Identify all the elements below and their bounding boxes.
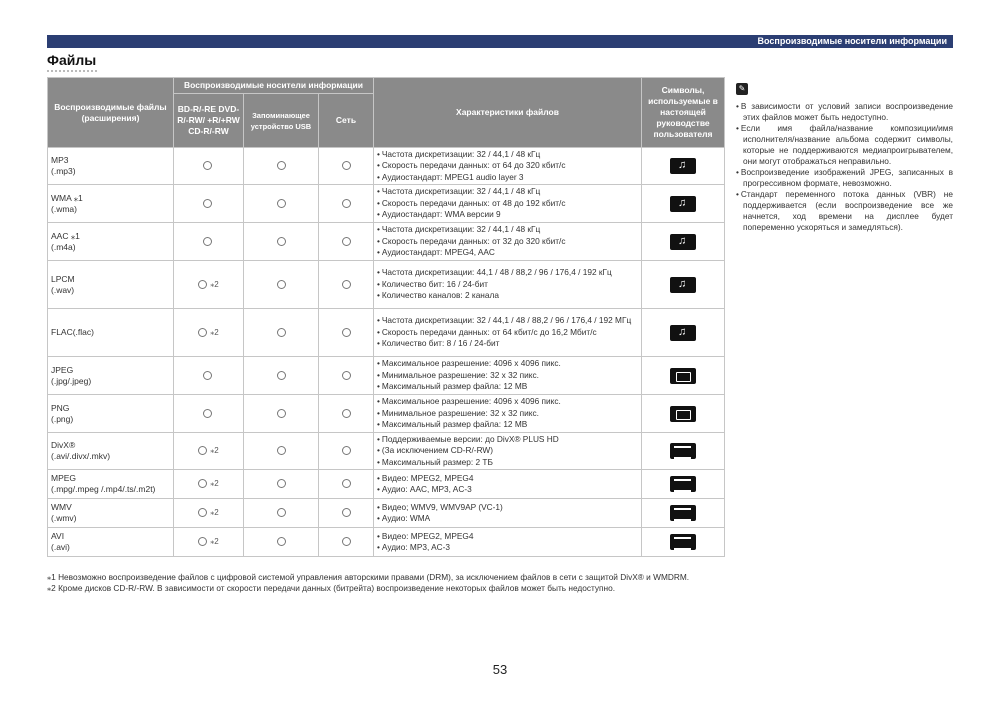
file-type-cell: [48, 357, 174, 395]
characteristics-cell: [374, 499, 642, 528]
file-type-name: WMV: [51, 502, 72, 512]
network-support-cell: [319, 357, 374, 395]
disc-support-cell: [174, 357, 244, 395]
audio-icon: [670, 234, 696, 250]
supported-circle-icon: [277, 537, 286, 546]
characteristics-cell: [374, 148, 642, 185]
usb-support-cell: [244, 528, 319, 557]
disc-support-cell: [174, 148, 244, 185]
network-support-cell: [319, 261, 374, 309]
table-row: [48, 185, 725, 223]
file-extension: (.m4a): [51, 241, 76, 252]
table-body: [48, 148, 725, 557]
disc-support-cell: [174, 433, 244, 470]
header-file-characteristics: Характеристики файлов: [374, 78, 642, 148]
header-file-types: Воспроизводимые файлы (расширения): [48, 78, 174, 148]
network-support-cell: [319, 223, 374, 261]
supported-circle-icon: [277, 199, 286, 208]
symbol-cell: [642, 185, 725, 223]
table-row: [48, 499, 725, 528]
video-icon: [670, 443, 696, 459]
page-title: Файлы: [47, 52, 97, 68]
footnote-2: ⁎2 Кроме дисков CD-R/-RW. В зависимости от скорости передачи данных (битрейта) воспроизведение некоторых файлов может быть недоступно.: [47, 583, 616, 593]
characteristic-line: • Видео: MPEG2, MPEG4: [377, 531, 638, 543]
footnote-1: ⁎1 Невозможно воспроизведение файлов с цифровой системой управления авторскими правами (DRM), за исключением файлов в сети с защитой DivX® и WMDRM.: [47, 572, 690, 582]
characteristic-line: • Минимальное разрешение: 32 x 32 пикс.: [377, 408, 638, 420]
usb-support-cell: [244, 433, 319, 470]
file-extension: (.wma): [51, 203, 77, 214]
disc-support-cell: [174, 309, 244, 357]
characteristic-line: • Максимальный размер файла: 12 MB: [377, 381, 638, 393]
side-note: • В зависимости от условий записи воспроизведение этих файлов может быть недоступно.: [736, 101, 953, 123]
characteristics-cell: [374, 185, 642, 223]
file-type-cell: [48, 470, 174, 499]
file-type-cell: [48, 261, 174, 309]
supported-circle-icon: [342, 161, 351, 170]
supported-circle-icon: [277, 409, 286, 418]
playable-files-table: [47, 77, 725, 557]
table-row: [48, 433, 725, 470]
characteristic-line: • Видео; WMV9, WMV9AP (VC-1): [377, 502, 638, 514]
disc-footnote-mark: ⁎2: [210, 327, 219, 337]
network-support-cell: [319, 185, 374, 223]
symbol-cell: [642, 395, 725, 433]
file-type-name: MPEG: [51, 473, 77, 483]
disc-footnote-mark: ⁎2: [210, 479, 219, 489]
network-support-cell: [319, 395, 374, 433]
file-type-name: LPCM: [51, 273, 75, 284]
characteristics-cell: [374, 261, 642, 309]
video-icon: [670, 534, 696, 550]
file-type-mark: ⁎1: [73, 192, 83, 203]
header-disc: BD-R/-RE DVD-R/-RW/ +R/+RW CD-R/-RW: [174, 94, 244, 148]
characteristic-line: • Аудиостандарт: MPEG4, AAC: [377, 247, 638, 259]
section-title: Воспроизводимые носители информации: [757, 36, 947, 46]
characteristic-line: • Количество бит: 16 / 24-бит: [377, 279, 638, 291]
supported-circle-icon: [342, 446, 351, 455]
audio-icon: [670, 325, 696, 341]
characteristic-line: • Скорость передачи данных: от 64 до 320 кбит/с: [377, 160, 638, 172]
photo-icon: [670, 368, 696, 384]
disc-footnote-mark: ⁎2: [210, 508, 219, 518]
video-icon: [670, 476, 696, 492]
symbol-cell: [642, 148, 725, 185]
file-type-name: JPEG: [51, 364, 74, 375]
characteristic-line: • Аудио: AAC, MP3, AC-3: [377, 484, 638, 496]
table-row: [48, 223, 725, 261]
symbol-cell: [642, 470, 725, 499]
supported-circle-icon: [342, 328, 351, 337]
header-network: Сеть: [319, 94, 374, 148]
disc-footnote-mark: ⁎2: [210, 279, 219, 289]
supported-circle-icon: [342, 199, 351, 208]
photo-icon: [670, 406, 696, 422]
characteristic-line: • Максимальное разрешение: 4096 x 4096 пикс.: [377, 396, 638, 408]
supported-circle-icon: [277, 508, 286, 517]
supported-circle-icon: [277, 237, 286, 246]
section-header-bar: [47, 35, 953, 48]
usb-support-cell: [244, 223, 319, 261]
characteristic-line: • Аудиостандарт: MPEG1 audio layer 3: [377, 172, 638, 184]
file-type-cell: [48, 309, 174, 357]
side-note: • Стандарт переменного потока данных (VBR) не поддерживается (если воспроизведение все же начнется, ход времени на дисплее будет попеременно ускоряться и замедляться).: [736, 189, 953, 233]
symbol-cell: [642, 261, 725, 309]
disc-footnote-mark: ⁎2: [210, 537, 219, 547]
disc-support-cell: [174, 528, 244, 557]
characteristic-line: • Минимальное разрешение: 32 x 32 пикс.: [377, 370, 638, 382]
network-support-cell: [319, 309, 374, 357]
characteristics-cell: [374, 433, 642, 470]
symbol-cell: [642, 309, 725, 357]
table-row: [48, 309, 725, 357]
disc-support-cell: [174, 223, 244, 261]
file-type-mark: ⁎1: [70, 230, 80, 241]
supported-circle-icon: [198, 328, 207, 337]
supported-circle-icon: [277, 328, 286, 337]
usb-support-cell: [244, 357, 319, 395]
characteristics-cell: [374, 223, 642, 261]
file-extension: (.mp3): [51, 166, 76, 176]
network-support-cell: [319, 499, 374, 528]
usb-support-cell: [244, 148, 319, 185]
supported-circle-icon: [342, 479, 351, 488]
file-type-name: PNG: [51, 402, 70, 413]
supported-circle-icon: [203, 237, 212, 246]
table-row: [48, 357, 725, 395]
file-type-cell: [48, 185, 174, 223]
characteristic-line: • Максимальный размер файла: 12 MB: [377, 419, 638, 431]
supported-circle-icon: [203, 161, 212, 170]
usb-support-cell: [244, 499, 319, 528]
supported-circle-icon: [277, 161, 286, 170]
side-note: • Воспроизведение изображений JPEG, записанных в прогрессивном формате, невозможно.: [736, 167, 953, 189]
disc-support-cell: [174, 499, 244, 528]
audio-icon: [670, 196, 696, 212]
table-row: [48, 528, 725, 557]
side-note: • Если имя файла/название композиции/имя исполнителя/название альбома содержит символы, которые не поддерживаются медиапроигрывателем, они могут отображаться неправильно.: [736, 123, 953, 167]
supported-circle-icon: [198, 508, 207, 517]
usb-support-cell: [244, 261, 319, 309]
characteristic-line: • Частота дискретизации: 32 / 44,1 / 48 кГц: [377, 224, 638, 236]
header-media-group: Воспроизводимые носители информации: [174, 78, 374, 94]
symbol-cell: [642, 357, 725, 395]
file-extension: (.png): [51, 413, 74, 424]
usb-support-cell: [244, 395, 319, 433]
file-type-cell: [48, 499, 174, 528]
file-type-name: AVI: [51, 531, 65, 541]
side-notes: [736, 101, 953, 233]
file-type-name: WMA: [51, 192, 72, 203]
file-extension: (.jpg/.jpeg): [51, 375, 92, 386]
symbol-cell: [642, 223, 725, 261]
characteristic-line: • Аудио: MP3, AC-3: [377, 542, 638, 554]
characteristic-line: • Скорость передачи данных: от 32 до 320 кбит/с: [377, 236, 638, 248]
characteristic-line: • Частота дискретизации: 32 / 44,1 / 48 / 88,2 / 96 / 176,4 / 192 МГц: [377, 315, 638, 327]
file-extension: (.wmv): [51, 513, 77, 523]
file-type-cell: [48, 528, 174, 557]
disc-support-cell: [174, 470, 244, 499]
file-type-name: AAC: [51, 230, 69, 241]
file-extension: (.avi/.divx/.mkv): [51, 451, 111, 461]
footnotes: [47, 572, 727, 594]
supported-circle-icon: [277, 446, 286, 455]
supported-circle-icon: [342, 537, 351, 546]
symbol-cell: [642, 499, 725, 528]
usb-support-cell: [244, 470, 319, 499]
file-type-cell: [48, 148, 174, 185]
title-underline: [47, 70, 97, 72]
supported-circle-icon: [198, 446, 207, 455]
file-extension: (.wav): [51, 284, 75, 295]
disc-footnote-mark: ⁎2: [210, 446, 219, 456]
characteristics-cell: [374, 309, 642, 357]
table-row: [48, 261, 725, 309]
characteristics-cell: [374, 395, 642, 433]
characteristic-line: • Аудио: WMA: [377, 513, 638, 525]
audio-icon: [670, 277, 696, 293]
supported-circle-icon: [342, 409, 351, 418]
pencil-icon: ✎: [736, 83, 748, 95]
supported-circle-icon: [342, 371, 351, 380]
supported-circle-icon: [198, 537, 207, 546]
video-icon: [670, 505, 696, 521]
audio-icon: [670, 158, 696, 174]
file-type-cell: [48, 223, 174, 261]
characteristics-cell: [374, 528, 642, 557]
supported-circle-icon: [198, 479, 207, 488]
characteristic-line: • Скорость передачи данных: от 48 до 192 кбит/с: [377, 198, 638, 210]
file-type-cell: [48, 433, 174, 470]
symbol-cell: [642, 528, 725, 557]
supported-circle-icon: [277, 479, 286, 488]
disc-support-cell: [174, 185, 244, 223]
symbol-cell: [642, 433, 725, 470]
characteristic-line: • Количество бит: 8 / 16 / 24-бит: [377, 338, 638, 350]
usb-support-cell: [244, 309, 319, 357]
supported-circle-icon: [203, 371, 212, 380]
characteristic-line: • Частота дискретизации: 44,1 / 48 / 88,2 / 96 / 176,4 / 192 кГц: [377, 267, 638, 279]
supported-circle-icon: [203, 199, 212, 208]
network-support-cell: [319, 528, 374, 557]
disc-support-cell: [174, 261, 244, 309]
header-symbols: Символы, используемые в настоящей руководстве пользователя: [642, 78, 725, 148]
characteristic-line: • Видео: MPEG2, MPEG4: [377, 473, 638, 485]
characteristic-line: • Максимальный размер: 2 ТБ: [377, 457, 638, 469]
supported-circle-icon: [277, 280, 286, 289]
file-type-name: MP3: [51, 155, 69, 165]
file-extension: (.mpg/.mpeg /.mp4/.ts/.m2t): [51, 484, 156, 494]
supported-circle-icon: [342, 237, 351, 246]
characteristic-line: • Количество каналов: 2 канала: [377, 290, 638, 302]
characteristic-line: • Частота дискретизации: 32 / 44,1 / 48 кГц: [377, 186, 638, 198]
characteristics-cell: [374, 357, 642, 395]
network-support-cell: [319, 433, 374, 470]
supported-circle-icon: [203, 409, 212, 418]
usb-support-cell: [244, 185, 319, 223]
characteristic-line: • (За исключением CD-R/-RW): [377, 445, 638, 457]
page-number: 53: [492, 662, 508, 677]
characteristic-line: • Аудиостандарт: WMA версии 9: [377, 209, 638, 221]
supported-circle-icon: [342, 280, 351, 289]
supported-circle-icon: [342, 508, 351, 517]
disc-support-cell: [174, 395, 244, 433]
characteristic-line: • Максимальное разрешение: 4096 x 4096 пикс.: [377, 358, 638, 370]
network-support-cell: [319, 470, 374, 499]
file-type-name: DivX®: [51, 440, 76, 450]
table-row: [48, 470, 725, 499]
table-row: [48, 395, 725, 433]
supported-circle-icon: [277, 371, 286, 380]
file-extension: (.avi): [51, 542, 70, 552]
characteristics-cell: [374, 470, 642, 499]
header-usb: Запоминающее устройство USB: [244, 94, 319, 148]
characteristic-line: • Частота дискретизации: 32 / 44,1 / 48 кГц: [377, 149, 638, 161]
file-type-cell: [48, 395, 174, 433]
characteristic-line: • Поддерживаемые версии: до DivX® PLUS HD: [377, 434, 638, 446]
supported-circle-icon: [198, 280, 207, 289]
file-type-name: FLAC(.flac): [51, 327, 94, 337]
network-support-cell: [319, 148, 374, 185]
table-row: [48, 148, 725, 185]
characteristic-line: • Скорость передачи данных: от 64 кбит/с до 16,2 Мбит/с: [377, 327, 638, 339]
